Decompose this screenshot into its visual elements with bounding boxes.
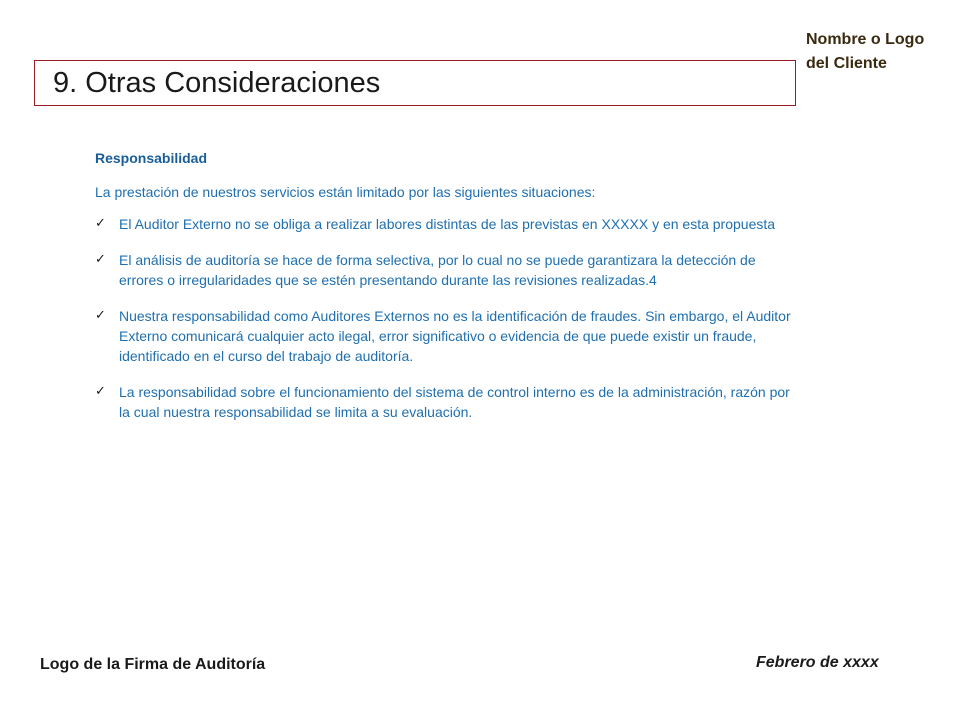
section-heading: Responsabilidad: [95, 150, 208, 166]
title-box: [34, 60, 796, 106]
intro-text: La prestación de nuestros servicios están limitado por las siguientes situaciones:: [95, 184, 596, 200]
checkmark-icon: ✓: [95, 252, 106, 267]
client-logo-placeholder: [806, 28, 956, 76]
client-logo-line2: del Cliente: [806, 55, 887, 72]
list-item: [95, 214, 795, 234]
bullet-list: [95, 214, 795, 422]
checkmark-icon: ✓: [95, 384, 106, 399]
client-logo-line1: Nombre o Logo: [806, 31, 925, 48]
list-item: [95, 306, 795, 366]
date-label: Febrero de xxxx: [756, 654, 879, 671]
firm-logo-placeholder: Logo de la Firma de Auditoría: [40, 656, 266, 673]
checkmark-icon: ✓: [95, 308, 106, 323]
content-area: [95, 148, 795, 438]
checkmark-icon: ✓: [95, 216, 106, 231]
list-item: [95, 382, 795, 422]
bullet-text: Nuestra responsabilidad como Auditores Externos no es la identificación de fraudes. Sin embargo, el Auditor Externo comunicará cualquier acto ilegal, error significativo o evidencia de que puede existir un fraude, identificado en el curso del trabajo de auditoría.: [119, 308, 791, 364]
page-title: 9. Otras Consideraciones: [53, 67, 381, 99]
bullet-text: La responsabilidad sobre el funcionamiento del sistema de control interno es de la administración, razón por la cual nuestra responsabilidad se limita a su evaluación.: [119, 384, 790, 420]
bullet-text: El Auditor Externo no se obliga a realizar labores distintas de las previstas en XXXXX y en esta propuesta: [119, 216, 776, 232]
list-item: [95, 250, 795, 290]
bullet-text: El análisis de auditoría se hace de forma selectiva, por lo cual no se puede garantizara la detección de errores o irregularidades que se estén presentando durante las revisiones realizadas.4: [119, 252, 756, 288]
